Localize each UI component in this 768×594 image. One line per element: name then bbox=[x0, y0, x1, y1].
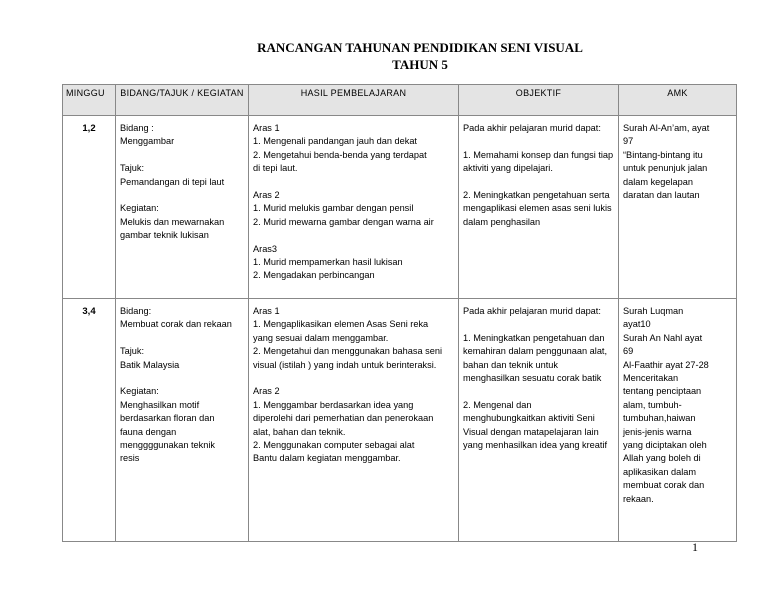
cell-line: 1. Murid melukis gambar dengan pensil bbox=[253, 203, 414, 214]
cell-line: 2. Meningkatkan pengetahuan serta bbox=[463, 190, 610, 200]
cell-line: mengaplikasi elemen asas seni lukis bbox=[463, 203, 612, 214]
cell-line: Pada akhir pelajaran murid dapat: bbox=[463, 123, 601, 133]
cell-line: yang diciptakan oleh bbox=[623, 440, 707, 451]
cell-line bbox=[253, 229, 454, 242]
cell-line: Pemandangan di tepi laut bbox=[120, 176, 225, 187]
cell-line: Bidang : bbox=[120, 123, 154, 133]
cell-line: untuk penunjuk jalan bbox=[623, 163, 708, 174]
cell-line: Menghasilkan motif bbox=[120, 399, 200, 410]
cell-line: fauna dengan bbox=[120, 426, 177, 437]
header-amk: AMK bbox=[619, 85, 737, 116]
cell-line: diperolehi dari pemerhatian dan penerokaan bbox=[253, 413, 434, 424]
cell-line: 2. Mengetahui dan menggunakan bahasa seni bbox=[253, 346, 442, 357]
cell-line: 2. Menggunakan computer sebagai alat bbox=[253, 440, 415, 451]
cell-line: Tajuk: bbox=[120, 346, 144, 357]
cell-line: di tepi laut. bbox=[253, 163, 298, 174]
cell-line: ayat10 bbox=[623, 319, 651, 330]
cell-amk bbox=[619, 116, 737, 299]
cell-line: Aras 1 bbox=[253, 123, 280, 133]
cell-line bbox=[253, 176, 454, 189]
cell-line: tentang penciptaan bbox=[623, 386, 702, 397]
cell-line: Bidang: bbox=[120, 306, 152, 316]
cell-line: Surah Al-An’am, ayat bbox=[623, 123, 710, 133]
cell-line: aktiviti yang dipelajari. bbox=[463, 163, 553, 174]
cell-line: Al-Faathir ayat 27-28 bbox=[623, 359, 709, 370]
cell-line: Menggambar bbox=[120, 136, 175, 147]
cell-line bbox=[120, 332, 244, 345]
plan-table bbox=[62, 84, 737, 542]
cell-bidang bbox=[116, 116, 249, 299]
cell-line: 1. Meningkatkan pengetahuan dan bbox=[463, 332, 605, 343]
cell-line: Allah yang boleh di bbox=[623, 453, 701, 464]
cell-line: 2. Mengetahui benda-benda yang terdapat bbox=[253, 149, 427, 160]
cell-minggu: 1,2 bbox=[63, 116, 116, 299]
cell-line: 2. Murid mewarna gambar dengan warna air bbox=[253, 216, 434, 227]
cell-line: aplikasikan dalam bbox=[623, 466, 697, 477]
header-hasil: HASIL PEMBELAJARAN bbox=[249, 85, 459, 116]
cell-minggu: 3,4 bbox=[63, 299, 116, 542]
cell-line: resis bbox=[120, 453, 140, 464]
cell-line: gambar teknik lukisan bbox=[120, 230, 209, 241]
cell-line: 2. Mengenal dan bbox=[463, 399, 532, 410]
document-subtitle: TAHUN 5 bbox=[392, 57, 448, 72]
cell-line bbox=[120, 149, 244, 162]
header-bidang: BIDANG/TAJUK / KEGIATAN bbox=[116, 85, 249, 116]
cell-line: Batik Malaysia bbox=[120, 359, 180, 370]
cell-line: kemahiran dalam penggunaan alat, bbox=[463, 346, 608, 357]
cell-line: menghubungkaitkan aktiviti Seni bbox=[463, 413, 595, 424]
cell-line: dalam kegelapan bbox=[623, 176, 693, 187]
table-row bbox=[63, 116, 737, 299]
cell-bidang bbox=[116, 299, 249, 542]
cell-line: dalam penghasilan bbox=[463, 216, 541, 227]
cell-line: Pada akhir pelajaran murid dapat: bbox=[463, 306, 601, 316]
cell-line: Aras 2 bbox=[253, 386, 280, 397]
cell-line: 1. Memahami konsep dan fungsi tiap bbox=[463, 149, 614, 160]
cell-line: 1. Mengaplikasikan elemen Asas Seni reka bbox=[253, 319, 429, 330]
cell-line bbox=[253, 372, 454, 385]
table-row bbox=[63, 299, 737, 542]
cell-hasil bbox=[249, 116, 459, 299]
cell-line: menggggunakan teknik bbox=[120, 440, 216, 451]
header-minggu: MINGGU bbox=[63, 85, 116, 116]
cell-line bbox=[463, 318, 614, 331]
cell-line: tumbuhan,haiwan bbox=[623, 413, 696, 424]
cell-line: Membuat corak dan rekaan bbox=[120, 319, 232, 330]
table-header-row bbox=[63, 85, 737, 116]
cell-line bbox=[120, 189, 244, 202]
cell-line: 1. Murid mempamerkan hasil lukisan bbox=[253, 257, 403, 268]
cell-line: Melukis dan mewarnakan bbox=[120, 216, 225, 227]
cell-line: Visual dengan matapelajaran lain bbox=[463, 426, 599, 437]
cell-line: jenis-jenis warna bbox=[623, 426, 692, 437]
cell-line bbox=[120, 372, 244, 385]
cell-line: yang menhasilkan idea yang kreatif bbox=[463, 440, 608, 451]
cell-objektif bbox=[459, 116, 619, 299]
cell-line bbox=[463, 176, 614, 189]
cell-line bbox=[463, 385, 614, 398]
cell-line: Surah Luqman bbox=[623, 306, 684, 316]
cell-line: yang sesuai dalam menggambar. bbox=[253, 332, 389, 343]
cell-line: 1. Mengenali pandangan jauh dan dekat bbox=[253, 136, 417, 147]
cell-line bbox=[463, 135, 614, 148]
cell-line: berdasarkan floran dan bbox=[120, 413, 215, 424]
cell-line: Aras 1 bbox=[253, 306, 280, 316]
cell-line: daratan dan lautan bbox=[623, 190, 700, 201]
cell-line: alam, tumbuh- bbox=[623, 399, 682, 410]
cell-line: Menceritakan bbox=[623, 373, 679, 384]
cell-line: “Bintang-bintang itu bbox=[623, 149, 703, 160]
header-objektif: OBJEKTIF bbox=[459, 85, 619, 116]
cell-line: menghasilkan sesuatu corak batik bbox=[463, 373, 602, 384]
page-number: 1 bbox=[692, 540, 698, 554]
cell-line: visual (istilah ) yang indah untuk berinteraksi. bbox=[253, 359, 437, 370]
cell-line: 97 bbox=[623, 136, 634, 147]
cell-line: Surah An Nahl ayat bbox=[623, 332, 703, 343]
cell-line: bahan dan teknik untuk bbox=[463, 359, 559, 370]
cell-line: alat, bahan dan teknik. bbox=[253, 426, 346, 437]
cell-line: 2. Mengadakan perbincangan bbox=[253, 270, 375, 281]
cell-line: Kegiatan: bbox=[120, 203, 159, 214]
cell-line: 1. Menggambar berdasarkan idea yang bbox=[253, 399, 414, 410]
document-title: RANCANGAN TAHUNAN PENDIDIKAN SENI VISUAL bbox=[257, 40, 583, 55]
cell-line: membuat corak dan bbox=[623, 480, 705, 491]
cell-line: Aras3 bbox=[253, 243, 278, 254]
cell-line: Bantu dalam kegiatan menggambar. bbox=[253, 453, 401, 464]
cell-line: rekaan. bbox=[623, 493, 654, 504]
cell-amk bbox=[619, 299, 737, 542]
cell-objektif bbox=[459, 299, 619, 542]
cell-line: Aras 2 bbox=[253, 190, 280, 201]
cell-line: Tajuk: bbox=[120, 163, 144, 174]
cell-hasil bbox=[249, 299, 459, 542]
cell-line: Kegiatan: bbox=[120, 386, 159, 397]
cell-line: 69 bbox=[623, 346, 634, 357]
